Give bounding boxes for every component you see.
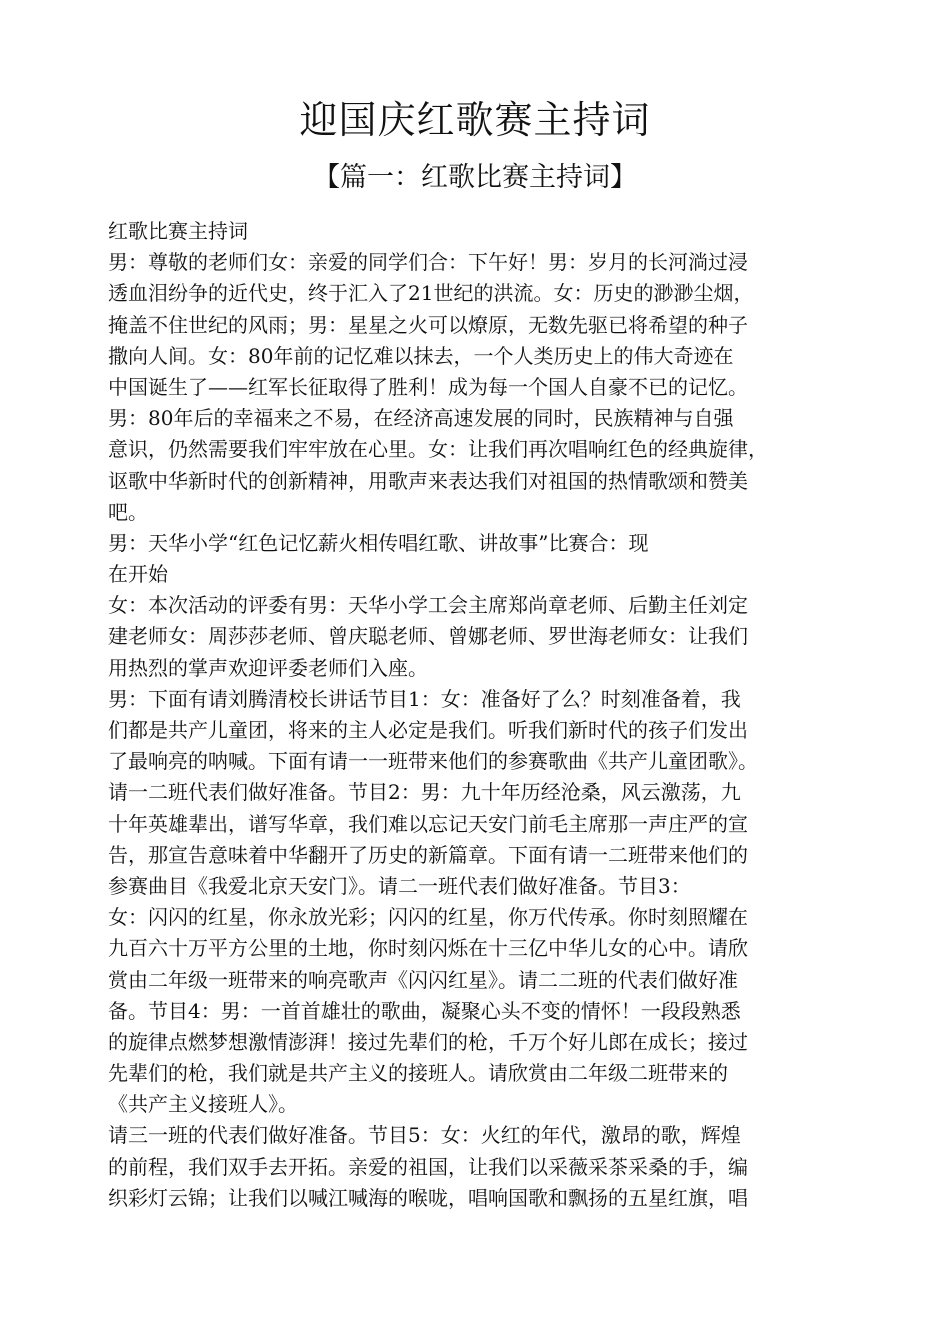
- text-line: 先辈们的枪，我们就是共产主义的接班人。请欣赏由二年级二班带来的: [108, 1061, 728, 1086]
- text-line: 女：本次活动的评委有男：天华小学工会主席郑尚章老师、后勤主任刘定: [108, 593, 748, 618]
- text-line: 织彩灯云锦；让我们以喊江喊海的喉咙，唱响国歌和飘扬的五星红旗，唱: [108, 1185, 748, 1210]
- text-line: 请一二班代表们做好准备。节目2：男：九十年历经沧桑，风云激荡，九: [108, 780, 741, 805]
- text-line: 了最响亮的呐喊。下面有请一一班带来他们的参赛歌曲《共产儿童团歌》。: [108, 749, 758, 774]
- document-body: [108, 216, 878, 1214]
- text-line: 用热烈的掌声欢迎评委老师们入座。: [108, 655, 428, 680]
- text-line: 讴歌中华新时代的创新精神，用歌声来表达我们对祖国的热情歌颂和赞美: [108, 468, 748, 493]
- text-line: 九百六十万平方公里的土地，你时刻闪烁在十三亿中华儿女的心中。请欣: [108, 936, 748, 961]
- text-line: 男：80年后的幸福来之不易，在经济高速发展的同时，民族精神与自强: [108, 406, 734, 431]
- text-line: 的前程，我们双手去开拓。亲爱的祖国，让我们以采薇采茶采桑的手，编: [108, 1154, 748, 1179]
- text-line: 参赛曲目《我爱北京天安门》。请二一班代表们做好准备。节目3：: [108, 873, 691, 898]
- document-title: 迎国庆红歌赛主持词: [299, 98, 651, 142]
- text-line: 《共产主义接班人》。: [108, 1092, 298, 1117]
- text-line: 请三一班的代表们做好准备。节目5：女：火红的年代，激昂的歌，辉煌: [108, 1123, 741, 1148]
- text-line: 女：闪闪的红星，你永放光彩；闪闪的红星，你万代传承。你时刻照耀在: [108, 905, 748, 930]
- text-line: 意识，仍然需要我们牢牢放在心里。女：让我们再次唱响红色的经典旋律，: [108, 437, 768, 462]
- text-line: 赏由二年级一班带来的响亮歌声《闪闪红星》。请二二班的代表们做好准: [108, 967, 738, 992]
- text-line: 掩盖不住世纪的风雨；男：星星之火可以燎原，无数先驱已将希望的种子: [108, 312, 748, 337]
- document-subtitle: 【篇一：红歌比赛主持词】: [313, 162, 637, 193]
- text-line: 备。节目4：男：一首首雄壮的歌曲，凝聚心头不变的情怀！一段段熟悉: [108, 998, 741, 1023]
- text-line: 男：尊敬的老师们女：亲爱的同学们合：下午好！男：岁月的长河淌过浸: [108, 250, 748, 275]
- text-line: 们都是共产儿童团，将来的主人必定是我们。听我们新时代的孩子们发出: [108, 718, 748, 742]
- text-line: 十年英雄辈出，谱写华章，我们难以忘记天安门前毛主席那一声庄严的宣: [108, 811, 748, 836]
- text-line: 吧。: [108, 499, 148, 524]
- text-line: 在开始: [108, 562, 168, 587]
- text-line: 男：下面有请刘腾清校长讲话节目1：女：准备好了么？时刻准备着，我: [108, 686, 741, 711]
- text-line: 男：天华小学“红色记忆薪火相传唱红歌、讲故事”比赛合：现: [108, 530, 649, 555]
- text-line: 中国诞生了——红军长征取得了胜利！成为每一个国人自豪不已的记忆。: [108, 374, 748, 399]
- text-line: 告，那宣告意味着中华翻开了历史的新篇章。下面有请一二班带来他们的: [108, 842, 748, 867]
- text-line: 撒向人间。女：80年前的记忆难以抹去，一个人类历史上的伟大奇迹在: [108, 343, 734, 368]
- text-line: 透血泪纷争的近代史，终于汇入了21世纪的洪流。女：历史的渺渺尘烟，: [108, 281, 754, 306]
- text-line: 建老师女：周莎莎老师、曾庆聪老师、曾娜老师、罗世海老师女：让我们: [108, 624, 748, 649]
- text-line: 的旋律点燃梦想激情澎湃！接过先辈们的枪，千万个好儿郎在成长；接过: [108, 1029, 748, 1054]
- text-line: 红歌比赛主持词: [108, 219, 248, 243]
